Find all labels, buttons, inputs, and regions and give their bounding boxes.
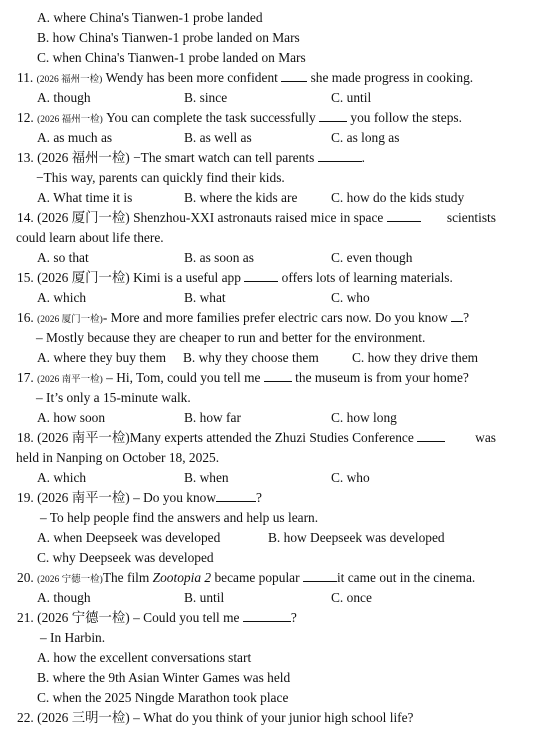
question-text: The film [102,570,150,585]
question-text: Kimi is a useful app [133,270,241,285]
question-number: 11. [17,70,34,85]
options-row [0,128,534,148]
option-a: A. how the excellent conversations start [37,650,252,665]
dialogue-response: – Mostly because they are cheaper to run and better for the environment. [36,330,426,345]
question-source: (2026 厦门一检) [37,210,130,225]
question-number: 19. [17,490,34,505]
options-row [0,408,534,428]
question-text: ? [256,490,262,505]
film-title: Zootopia 2 [152,570,212,585]
dialogue-response: – In Harbin. [40,630,106,645]
option-b: B. how China's Tianwen-1 probe landed on Mars [37,30,300,45]
option-b: B. since [184,90,228,105]
question-16 [0,308,534,328]
question-11 [0,68,534,88]
question-text: it came out in the cinema. [336,570,476,585]
option-a: A. as much as [37,130,113,145]
question-text: Shenzhou-XXI astronauts raised mice in space [133,210,384,225]
option-a: A. which [37,290,87,305]
question-text: −The smart watch can tell parents [133,150,315,165]
answer-blank[interactable] [216,488,256,502]
exercise-page [0,8,534,728]
question-source: (2026 南平一检) [37,375,103,385]
question-text: the museum is from your home? [295,370,469,385]
answer-blank[interactable] [303,568,337,582]
question-text: scientists [446,210,496,225]
option-b: B. until [184,590,225,605]
question-12 [0,108,534,128]
option-c: C. how they drive them [352,350,479,365]
question-text: she made progress in cooking. [310,70,474,85]
dialogue-response: −This way, parents can quickly find their kids. [36,170,285,185]
question-continuation: held in Nanping on October 18, 2025. [16,450,220,465]
option-b: B. how far [184,410,241,425]
option-a: A. how soon [37,410,106,425]
question-text: – Hi, Tom, could you tell me [106,370,261,385]
question-text: – Do you know [133,490,217,505]
option-b: B. where the 9th Asian Winter Games was held [37,670,291,685]
options-row [0,588,534,608]
option-c: C. as long as [331,130,400,145]
question-text: Many experts attended the Zhuzi Studies Conference [129,430,414,445]
options-row [0,468,534,488]
question-20 [0,568,534,588]
question-source: (2026 宁德一检) [37,575,103,585]
dialogue-response: – To help people find the answers and help us learn. [40,510,319,525]
answer-blank[interactable] [244,268,278,282]
option-b: B. what [184,290,226,305]
question-13 [0,148,534,168]
options-row [0,288,534,308]
option-c: C. when the 2025 Ningde Marathon took place [37,690,289,705]
question-14 [0,208,534,228]
option-a: A. where they buy them [37,350,167,365]
answer-blank[interactable] [281,68,307,82]
answer-blank[interactable] [417,428,445,442]
question-number: 16. [17,310,34,325]
question-text: you follow the steps. [350,110,462,125]
options-row [0,248,534,268]
answer-blank[interactable] [264,368,292,382]
question-18 [0,428,534,448]
question-15 [0,268,534,288]
question-number: 17. [17,370,34,385]
question-text: – What do you think of your junior high school life? [133,710,414,725]
answer-blank[interactable] [243,608,291,622]
question-continuation: could learn about life there. [16,230,164,245]
options-row [0,528,534,548]
answer-blank[interactable] [451,308,463,322]
question-21 [0,608,534,628]
question-number: 20. [17,570,34,585]
option-c: C. who [331,470,370,485]
option-b: B. where the kids are [184,190,298,205]
option-a: A. What time it is [37,190,133,205]
question-text: ? [290,610,297,625]
option-b: B. as well as [184,130,252,145]
question-source: (2026 厦门一检) [37,270,130,285]
option-a: A. where China's Tianwen-1 probe landed [37,10,263,25]
answer-blank[interactable] [318,148,362,162]
question-source: (2026 三明一检) [37,710,130,725]
question-number: 21. [17,610,34,625]
option-b: B. as soon as [184,250,254,265]
option-a: A. though [37,90,91,105]
option-c: C. once [331,590,372,605]
question-number: 14. [17,210,34,225]
option-b: B. why they choose them [183,350,319,365]
option-a: A. when Deepseek was developed [37,530,221,545]
question-source: (2026 厦门一检) [37,315,103,325]
question-number: 15. [17,270,34,285]
option-a: A. which [37,470,87,485]
question-number: 12. [17,110,34,125]
question-17 [0,368,534,388]
question-text: – Could you tell me [133,610,240,625]
question-text: offers lots of learning materials. [281,270,453,285]
question-source: (2026 福州一检) [37,150,130,165]
options-row [0,88,534,108]
options-row [0,188,534,208]
option-b: B. when [184,470,229,485]
question-text: You can complete the task successfully [106,110,316,125]
option-c: C. how do the kids study [331,190,465,205]
answer-blank[interactable] [319,108,347,122]
option-b: B. how Deepseek was developed [268,530,445,545]
question-text: was [475,430,496,445]
question-22 [0,708,534,728]
question-text: Wendy has been more confident [105,70,278,85]
question-number: 13. [17,150,34,165]
option-a: A. so that [37,250,89,265]
question-source: (2026 福州一检) [37,115,103,125]
dialogue-response: – It’s only a 15-minute walk. [36,390,191,405]
question-source: (2026 宁德一检) [37,610,130,625]
question-number: 22. [17,710,34,725]
option-c: C. why Deepseek was developed [37,550,214,565]
question-source: (2026 福州一检) [36,75,103,85]
question-source: (2026 南平一检) [37,490,130,505]
question-text: became popular [214,570,300,585]
option-c: C. even though [331,250,413,265]
option-a: A. though [37,590,91,605]
answer-blank[interactable] [387,208,421,222]
option-c: C. who [331,290,370,305]
question-text: . [361,150,365,165]
option-c: C. how long [331,410,397,425]
question-source: (2026 南平一检) [37,430,130,445]
question-text: ? [463,310,470,325]
question-19 [0,488,534,508]
option-c: C. until [331,90,372,105]
option-c: C. when China's Tianwen-1 probe landed on Mars [37,50,306,65]
question-number: 18. [17,430,34,445]
question-text: - More and more families prefer electric cars now. Do you know [102,310,448,325]
options-row [0,348,534,368]
